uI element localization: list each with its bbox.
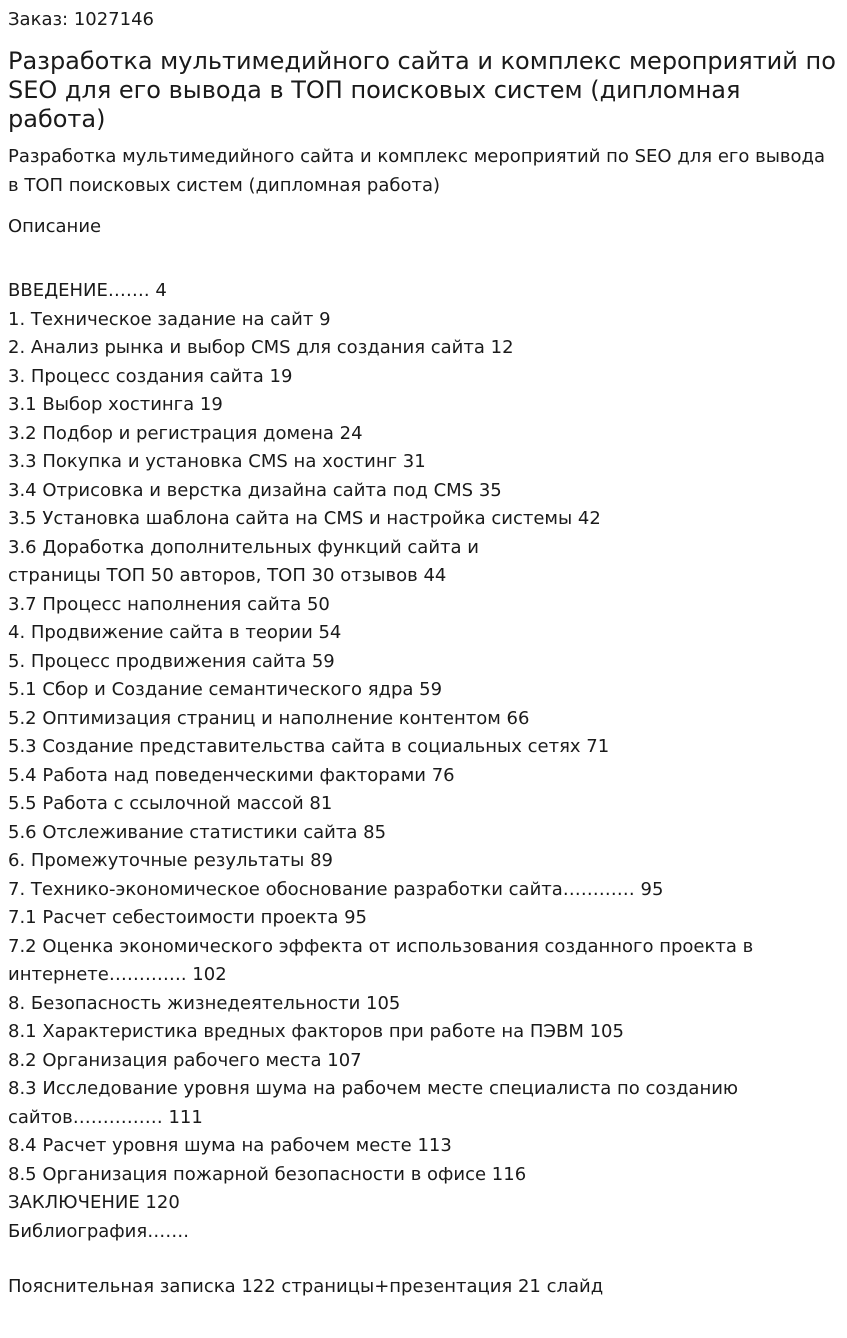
- description-heading: Описание: [8, 216, 102, 237]
- toc-line: ЗАКЛЮЧЕНИЕ 120: [8, 1192, 180, 1213]
- toc-line: 3.7 Процесс наполнения сайта 50: [8, 593, 330, 615]
- toc-line: 3.5 Установка шаблона сайта на CMS и настройка системы 42: [8, 508, 601, 529]
- table-of-contents: [8, 277, 838, 1246]
- toc-line: 3.6 Доработка дополнительных функций сайта и: [8, 536, 479, 558]
- toc-line: 8.2 Организация рабочего места 107: [8, 1049, 362, 1071]
- toc-line: 3.1 Выбор хостинга 19: [8, 394, 223, 415]
- toc-line: сайтов…………… 111: [8, 1106, 203, 1128]
- toc-line: 8.3 Исследование уровня шума на рабочем месте специалиста по созданию: [8, 1078, 739, 1099]
- footnote-summary: Пояснительная записка 122 страницы+презентация 21 слайд: [8, 1276, 604, 1297]
- toc-line: интернете…………. 102: [8, 964, 227, 985]
- toc-line: 3.3 Покупка и установка CMS на хостинг 31: [8, 451, 426, 472]
- toc-line: 3.4 Отрисовка и верстка дизайна сайта под CMS 35: [8, 479, 502, 501]
- toc-line: 5.6 Отслеживание статистики сайта 85: [8, 821, 387, 843]
- page-subtitle: Разработка мультимедийного сайта и комплекс мероприятий по SEO для его вывода в ТОП поисковых систем (дипломная работа): [8, 146, 826, 196]
- toc-line: страницы ТОП 50 авторов, ТОП 30 отзывов 44: [8, 565, 447, 586]
- toc-line: 8.4 Расчет уровня шума на рабочем месте 113: [8, 1135, 452, 1156]
- toc-line: 3.2 Подбор и регистрация домена 24: [8, 422, 363, 444]
- toc-line: 5. Процесс продвижения сайта 59: [8, 650, 335, 672]
- toc-line: 7.2 Оценка экономического эффекта от использования созданного проекта в: [8, 935, 754, 957]
- toc-line: 5.1 Сбор и Создание семантического ядра 59: [8, 679, 443, 700]
- toc-line: ВВЕДЕНИЕ……. 4: [8, 280, 167, 301]
- order-number: Заказ: 1027146: [8, 9, 154, 30]
- toc-line: 3. Процесс создания сайта 19: [8, 365, 293, 387]
- toc-line: 1. Техническое задание на сайт 9: [8, 308, 331, 330]
- toc-line: 7.1 Расчет себестоимости проекта 95: [8, 907, 367, 928]
- toc-line: 8. Безопасность жизнедеятельности 105: [8, 992, 401, 1014]
- toc-line: 5.4 Работа над поведенческими факторами 76: [8, 764, 455, 786]
- toc-line: 5.2 Оптимизация страниц и наполнение контентом 66: [8, 707, 530, 729]
- toc-line: 8.5 Организация пожарной безопасности в офисе 116: [8, 1163, 527, 1185]
- toc-line: Библиография…….: [8, 1220, 189, 1242]
- toc-line: 7. Технико-экономическое обоснование разработки сайта………… 95: [8, 878, 664, 900]
- toc-line: 5.3 Создание представительства сайта в социальных сетях 71: [8, 736, 610, 757]
- toc-line: 2. Анализ рынка и выбор CMS для создания сайта 12: [8, 337, 514, 358]
- page-title: Разработка мультимедийного сайта и комплекс мероприятий по SEO для его вывода в ТОП поисковых систем (дипломная работа): [8, 47, 836, 133]
- toc-line: 4. Продвижение сайта в теории 54: [8, 622, 342, 643]
- toc-line: 6. Промежуточные результаты 89: [8, 850, 333, 871]
- toc-line: 5.5 Работа с ссылочной массой 81: [8, 793, 333, 814]
- toc-line: 8.1 Характеристика вредных факторов при работе на ПЭВМ 105: [8, 1021, 624, 1042]
